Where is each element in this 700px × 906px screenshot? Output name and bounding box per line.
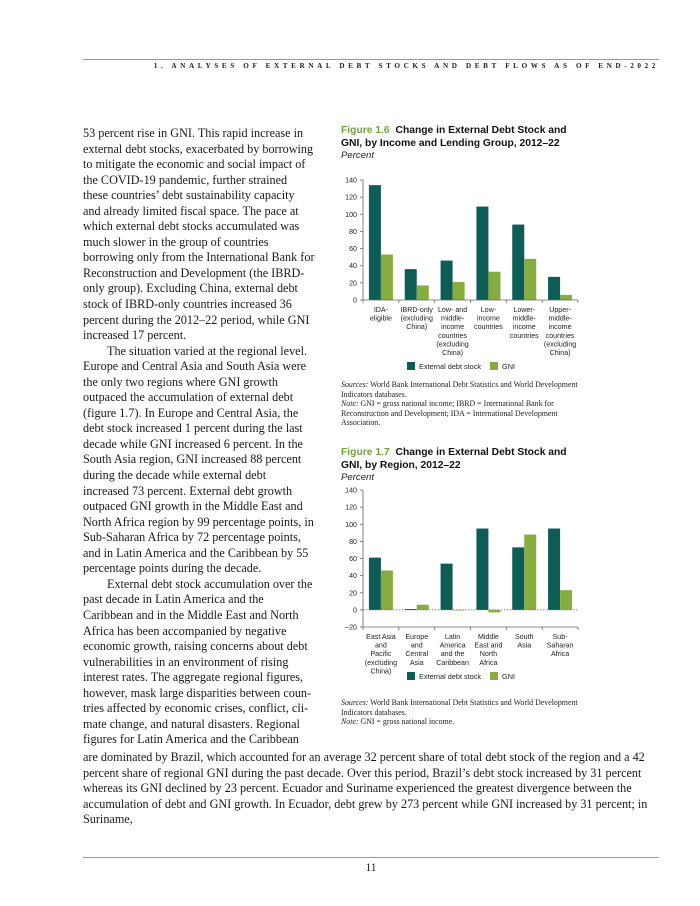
bar-debt — [441, 564, 453, 610]
page-number: 11 — [365, 862, 377, 874]
figure-1-6-number: Figure 1.6 — [341, 125, 390, 136]
svg-text:countries: countries — [509, 331, 539, 340]
figure-1-7 — [341, 446, 581, 681]
svg-text:(excluding: (excluding — [436, 340, 469, 349]
svg-text:and: and — [374, 641, 387, 650]
footer-rule — [83, 857, 659, 858]
figure-1-7-chart — [341, 485, 581, 676]
svg-text:income: income — [441, 323, 465, 332]
figure-1-6-notes — [341, 380, 581, 428]
legend-item-debt: External debt stock — [407, 362, 481, 371]
figure-1-6-bar-chart — [341, 175, 581, 360]
svg-text:North: North — [479, 650, 498, 659]
svg-text:middle-: middle- — [548, 314, 572, 323]
svg-text:40: 40 — [349, 262, 357, 271]
note-text: GNI = gross national income. — [358, 717, 455, 727]
svg-text:China): China) — [406, 323, 428, 332]
svg-text:East Asia: East Asia — [366, 633, 396, 641]
svg-text:income: income — [548, 323, 572, 332]
legend-swatch-debt — [407, 362, 415, 370]
figure-1-6 — [341, 124, 581, 371]
bar-debt — [476, 529, 488, 610]
paragraph-2: The situation varied at the regional level. Europe and Central Asia and South Asia were the only two regions where GNI growth outpaced the accumulation of external debt (figure 1.7). In Europe and Central Asia, the debt stock increased 1 percent during the last decade while GNI increased 6 percent. In the South Asia region, GNI increased 88 percent during the decade while external debt increased 73 percent. External debt growth outpaced GNI growth in the Middle East and North Africa region by 99 percentage points, in Sub-Saharan Africa by 72 percentage points, and in Latin America and the Caribbean by 55 percentage points during the decade. — [83, 343, 314, 576]
legend-swatch-debt — [407, 672, 415, 680]
note-label: Note: — [341, 399, 359, 409]
svg-text:Asia: Asia — [409, 658, 424, 667]
svg-text:(excluding: (excluding — [543, 340, 577, 349]
legend-swatch-gni — [490, 362, 498, 370]
bar-gni — [417, 285, 429, 300]
bar-gni — [524, 259, 536, 300]
svg-text:middle-: middle- — [440, 314, 465, 323]
svg-text:IBRD-only: IBRD-only — [400, 306, 433, 314]
svg-text:20: 20 — [349, 589, 357, 598]
svg-text:120: 120 — [345, 193, 357, 202]
legend-item-debt: External debt stock — [407, 672, 481, 681]
svg-text:countries: countries — [438, 331, 467, 340]
body-full-width-text: are dominated by Brazil, which accounted for an average 32 percent share of total debt stock of the region and a 42 percent share of regional GNI during the past decade. Over this period, Brazil’s debt stock increased by 31 percent whereas its GNI declined by 23 percent. Ecuador and Suriname experienced the greatest divergence between the accumulation of debt and GNI growth. In Ecuador, debt grew by 273 percent while GNI increased by 31 percent; in Suriname, — [83, 750, 648, 827]
bar-gni — [560, 295, 572, 300]
svg-text:eligible: eligible — [369, 314, 392, 323]
svg-text:100: 100 — [345, 210, 357, 219]
sources-label: Sources: — [341, 380, 369, 389]
svg-text:Sub-: Sub- — [552, 633, 568, 641]
bar-gni — [417, 605, 429, 610]
legend-item-gni: GNI — [490, 672, 515, 681]
bar-gni — [488, 272, 500, 300]
svg-text:Upper-: Upper- — [549, 306, 571, 314]
svg-text:Pacific: Pacific — [370, 650, 392, 659]
svg-text:IDA-: IDA- — [373, 306, 389, 314]
svg-text:Europe: Europe — [405, 633, 429, 641]
svg-text:60: 60 — [349, 245, 357, 254]
figure-1-6-title-text: Change in External Debt Stock and GNI, by Income and Lending Group, 2012–22 — [341, 125, 567, 149]
svg-text:America: America — [439, 641, 466, 650]
svg-text:China): China) — [442, 349, 464, 357]
svg-text:Low-: Low- — [480, 306, 497, 314]
figure-1-6-chart — [341, 175, 581, 360]
legend-swatch-gni — [490, 672, 498, 680]
svg-text:income: income — [512, 323, 536, 332]
svg-text:40: 40 — [349, 572, 357, 581]
bar-gni — [453, 282, 465, 300]
svg-text:0: 0 — [353, 296, 357, 305]
header-rule — [83, 59, 659, 60]
figure-1-7-notes — [341, 698, 581, 727]
figure-1-6-legend — [341, 362, 581, 371]
bar-debt — [369, 558, 381, 610]
svg-text:middle-: middle- — [512, 314, 536, 323]
svg-text:100: 100 — [345, 520, 357, 529]
figure-1-7-unit: Percent — [341, 472, 375, 483]
svg-text:0: 0 — [353, 606, 357, 615]
svg-text:and the: and the — [440, 650, 465, 659]
note-label: Note: — [341, 717, 359, 727]
svg-text:Asia: Asia — [517, 641, 532, 650]
sources-text: World Bank International Debt Statistics and World Development Indicators databases. — [341, 698, 578, 717]
figure-1-7-title-text: Change in External Debt Stock and GNI, by Region, 2012–22 — [341, 447, 567, 471]
svg-text:20: 20 — [349, 279, 357, 288]
svg-text:140: 140 — [345, 176, 357, 185]
sources-label: Sources: — [341, 698, 369, 707]
svg-text:South: South — [514, 633, 534, 641]
svg-text:80: 80 — [349, 537, 357, 546]
paragraph-3: External debt stock accumulation over the past decade in Latin America and the Caribbean and in the Middle East and North Africa has been accompanied by negative economic growth, raising concerns about debt vulnerabilities in an environment of rising interest rates. The aggregate regional figures, however, mask large disparities between coun-tries affected by economic crises, conflict, cli-mate change, and natural disasters. Regional figures for Latin America and the Caribbean — [83, 576, 313, 747]
bar-gni — [524, 535, 536, 610]
figure-1-7-number: Figure 1.7 — [341, 447, 390, 458]
svg-text:140: 140 — [345, 486, 357, 495]
svg-text:countries: countries — [474, 323, 503, 332]
svg-text:80: 80 — [349, 227, 357, 236]
bar-gni — [488, 610, 500, 613]
figure-1-6-title — [341, 124, 581, 150]
figure-1-7-bar-chart — [341, 485, 581, 676]
bar-debt — [512, 225, 524, 300]
legend-item-gni: GNI — [490, 362, 515, 371]
figure-1-6-unit: Percent — [341, 150, 375, 161]
figure-1-7-title — [341, 446, 581, 472]
svg-text:(excluding: (excluding — [400, 314, 433, 323]
bar-debt — [441, 261, 453, 300]
svg-text:Caribbean: Caribbean — [436, 658, 469, 667]
svg-text:Africa: Africa — [551, 650, 570, 659]
svg-text:Africa: Africa — [479, 658, 498, 667]
bar-gni — [381, 570, 393, 609]
bar-debt — [405, 269, 417, 300]
svg-text:(excluding: (excluding — [364, 658, 398, 667]
note-text: GNI = gross national income; IBRD = International Bank for Reconstruction and Development; IDA = International Development Association. — [341, 399, 558, 428]
svg-text:countries: countries — [545, 331, 575, 340]
bar-debt — [512, 547, 524, 610]
svg-text:60: 60 — [349, 555, 357, 563]
svg-text:Saharan: Saharan — [546, 641, 574, 650]
svg-text:120: 120 — [345, 503, 357, 512]
svg-text:East and: East and — [474, 641, 503, 650]
bar-debt — [476, 207, 488, 300]
bar-gni — [560, 590, 572, 610]
svg-text:income: income — [476, 314, 500, 323]
bar-debt — [548, 529, 560, 610]
svg-text:Low- and: Low- and — [437, 306, 468, 314]
bar-gni — [381, 255, 393, 300]
body-column — [83, 126, 315, 748]
svg-text:–20: –20 — [345, 623, 357, 632]
paragraph-1: 53 percent rise in GNI. This rapid increase in external debt stocks, exacerbated by borrowing to mitigate the economic and social impact of the COVID-19 pandemic, further strained these countries’ debt sustainability capacity and already limited fiscal space. The pace at which external debt stocks accumulated was much slower in the group of countries borrowing only from the International Bank for Reconstruction and Development (the IBRD-only group). Excluding China, external debt stock of IBRD-only countries increased 36 percent during the 2012–22 period, while GNI increased 17 percent. — [83, 126, 315, 343]
svg-text:and: and — [410, 641, 423, 650]
svg-text:Latin: Latin — [444, 633, 461, 641]
svg-text:Central: Central — [405, 650, 429, 659]
bar-debt — [548, 277, 560, 300]
svg-text:China): China) — [370, 667, 392, 676]
svg-text:Middle: Middle — [477, 633, 499, 641]
bar-debt — [369, 185, 381, 300]
sources-text: World Bank International Debt Statistics and World Development Indicators databases. — [341, 380, 578, 399]
svg-text:Lower-: Lower- — [513, 306, 536, 314]
svg-text:China): China) — [549, 349, 571, 357]
running-head: 1. ANALYSES OF EXTERNAL DEBT STOCKS AND DEBT FLOWS AS OF END-2022 — [153, 62, 659, 70]
